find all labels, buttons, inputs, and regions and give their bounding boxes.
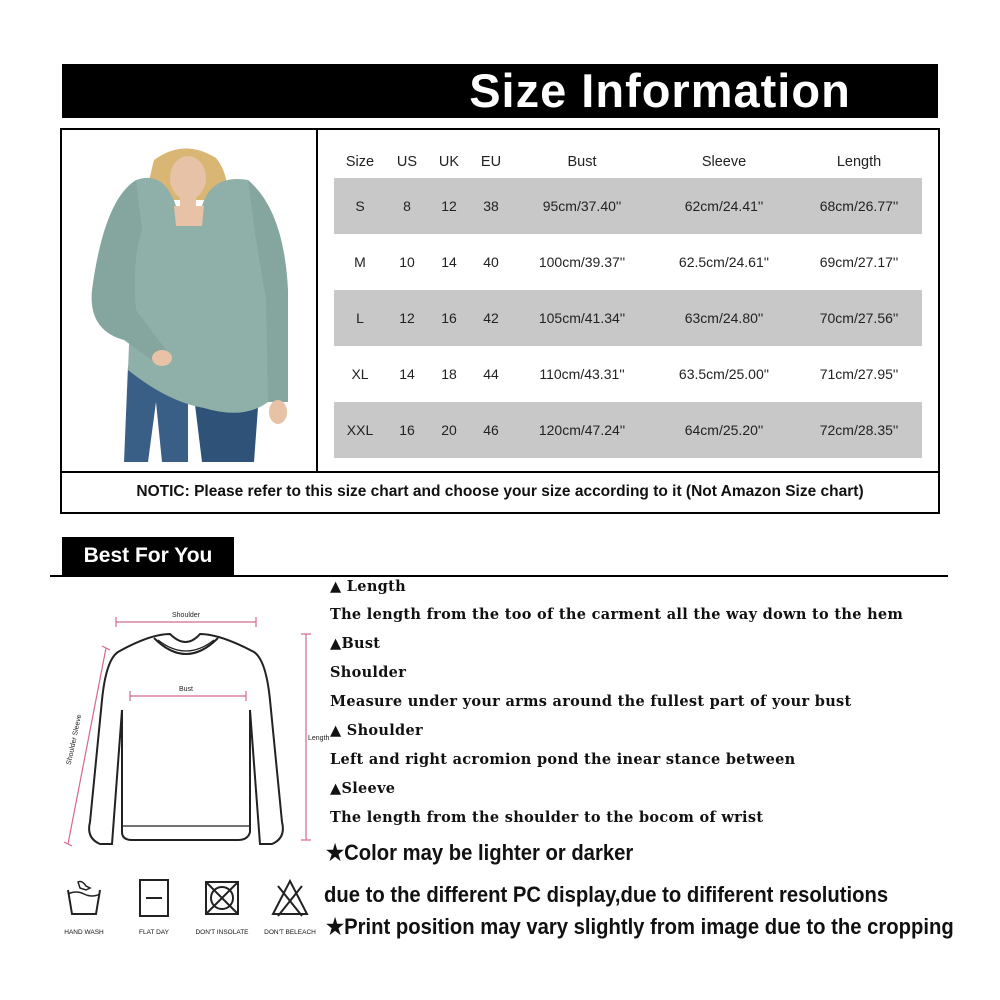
column-header: Size <box>345 154 375 170</box>
table-cell: 110cm/43.31'' <box>539 366 625 382</box>
table-cell: 100cm/39.37'' <box>538 254 626 270</box>
table-cell: 62cm/24.41'' <box>652 178 796 234</box>
table-cell: 44 <box>483 366 499 382</box>
column-header: Bust <box>567 154 597 170</box>
table-cell: 64cm/25.20'' <box>652 402 796 458</box>
table-cell: XXL <box>334 402 386 458</box>
bust-label: Bust <box>178 686 194 693</box>
table-cell: XL <box>351 366 369 382</box>
table-cell: 63cm/24.80'' <box>652 290 796 346</box>
flat-dry-icon <box>134 878 174 918</box>
table-cell: 72cm/28.35'' <box>796 402 922 458</box>
display-note: due to the different PC display,due to dififerent resolutions <box>324 882 889 907</box>
hand-wash-icon <box>64 878 104 918</box>
desc-line: ▲ Length <box>330 578 406 595</box>
print-note: ★Print position may vary slightly from image due to the cropping <box>326 914 954 939</box>
table-cell: 18 <box>441 366 457 382</box>
table-cell: 12 <box>386 290 428 346</box>
table-cell: 62.5cm/24.61'' <box>678 254 770 270</box>
table-row <box>334 234 922 290</box>
table-cell: 68cm/26.77'' <box>796 178 922 234</box>
desc-line: ▲Sleeve <box>330 780 396 797</box>
length-label: Length <box>308 735 330 742</box>
table-cell: 71cm/27.95'' <box>819 366 899 382</box>
divider <box>316 130 318 472</box>
table-cell: 70cm/27.56'' <box>796 290 922 346</box>
care-label: HAND WASH <box>64 929 104 936</box>
care-label: DON'T BELEACH <box>264 929 316 936</box>
sweater-outline <box>89 634 283 844</box>
column-header: UK <box>438 154 460 170</box>
table-cell: 95cm/37.40'' <box>512 178 652 234</box>
desc-line: Measure under your arms around the fullest part of your bust <box>330 693 852 710</box>
table-row <box>334 346 922 402</box>
care-label: FLAT DAY <box>139 929 169 936</box>
table-cell: 120cm/47.24'' <box>512 402 652 458</box>
table-cell: 105cm/41.34'' <box>512 290 652 346</box>
size-notice: NOTIC: Please refer to this size chart and choose your size according to it (Not Amazon Size chart) <box>136 483 864 500</box>
desc-line: The length from the shoulder to the bocom of wrist <box>330 809 764 826</box>
column-header: Sleeve <box>701 154 747 170</box>
table-cell: 14 <box>441 254 457 270</box>
column-header: US <box>396 154 418 170</box>
table-cell: M <box>354 254 366 270</box>
model-photo <box>84 140 300 464</box>
table-cell: 69cm/27.17'' <box>819 254 899 270</box>
table-cell: 38 <box>470 178 512 234</box>
desc-line: The length from the too of the carment all the way down to the hem <box>330 606 904 623</box>
table-row <box>334 290 922 346</box>
dont-tumble-dry-icon <box>202 878 242 918</box>
table-cell: 63.5cm/25.00'' <box>678 366 770 382</box>
table-cell: 12 <box>428 178 470 234</box>
care-label: DON'T INSOLATE <box>195 929 249 936</box>
table-row <box>334 178 922 234</box>
dont-bleach-icon <box>270 878 310 918</box>
table-cell: 46 <box>470 402 512 458</box>
shoulder-label: Shoulder <box>171 612 201 619</box>
column-header: Length <box>836 154 882 170</box>
table-cell: L <box>334 290 386 346</box>
desc-line: Left and right acromion pond the inear stance between <box>330 751 796 768</box>
page-title: Size Information <box>469 64 851 117</box>
desc-line: Shoulder <box>330 664 407 681</box>
shoulder-sleeve-label: Shoulder Sleeve <box>65 713 84 766</box>
color-note: ★Color may be lighter or darker <box>326 840 634 865</box>
desc-line: ▲ Shoulder <box>330 722 423 739</box>
desc-line: ▲Bust <box>330 635 381 652</box>
sweater-diagram <box>50 600 330 865</box>
table-row <box>334 402 922 458</box>
table-cell: 8 <box>386 178 428 234</box>
column-header: EU <box>480 154 502 170</box>
table-cell: 16 <box>386 402 428 458</box>
table-cell: 42 <box>470 290 512 346</box>
best-for-you-tab: Best For You <box>62 537 234 575</box>
table-cell: 40 <box>483 254 499 270</box>
table-cell: 20 <box>428 402 470 458</box>
table-cell: 16 <box>428 290 470 346</box>
table-cell: S <box>334 178 386 234</box>
divider <box>50 575 948 577</box>
divider <box>62 471 938 473</box>
size-table <box>334 146 922 458</box>
table-cell: 10 <box>399 254 415 270</box>
table-cell: 14 <box>399 366 415 382</box>
table-header-row <box>334 146 922 178</box>
